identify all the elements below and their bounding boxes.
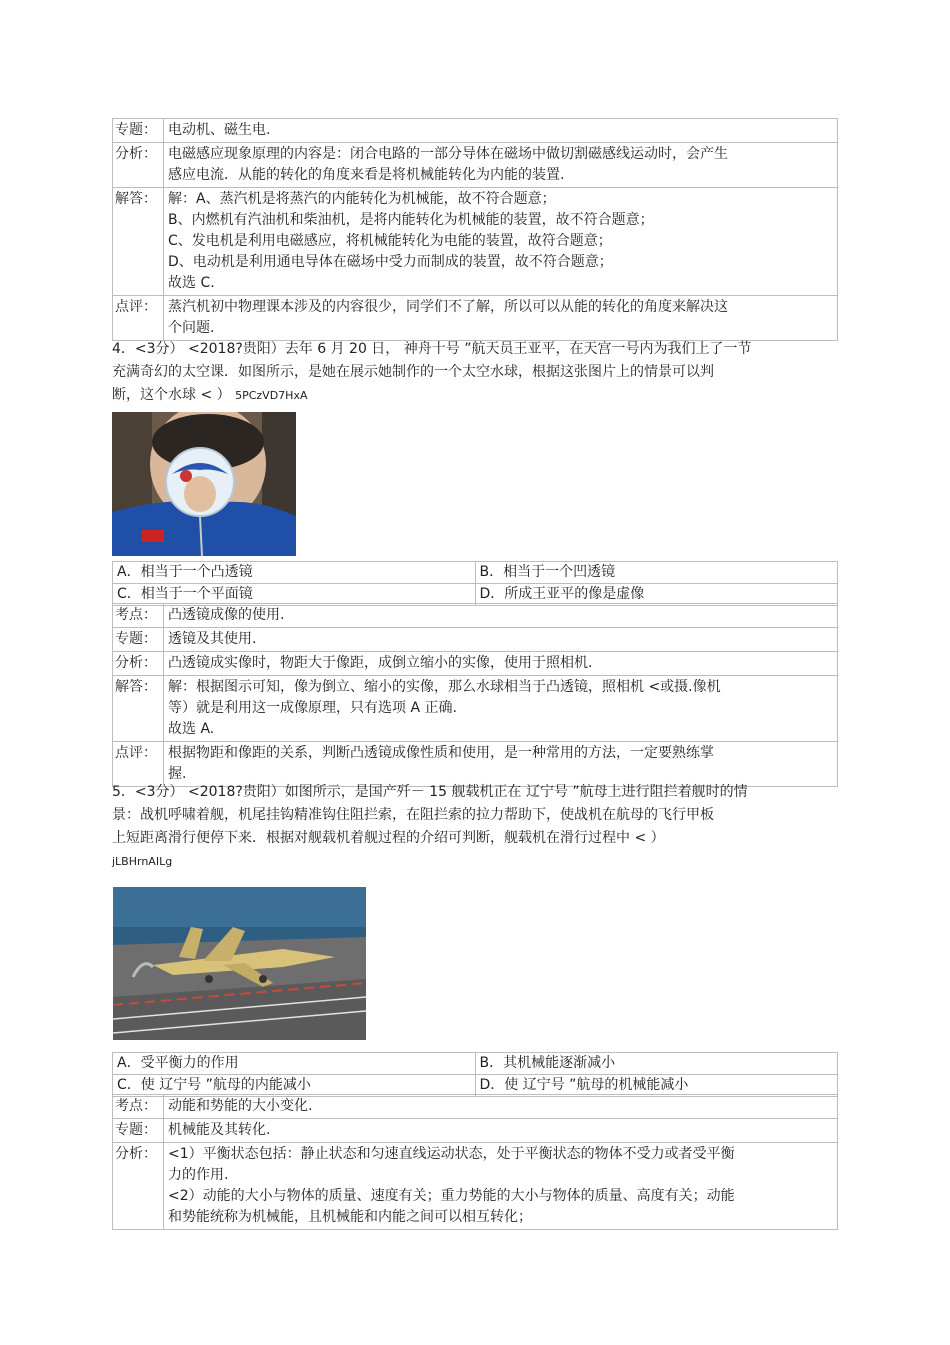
row-text: 电动机、磁生电. — [168, 122, 271, 138]
row-text: 故选 A. — [168, 721, 215, 737]
row-text: <2）动能的大小与物体的质量、速度有关；重力势能的大小与物体的质量、高度有关；动能 — [168, 1188, 735, 1204]
q4-options — [112, 561, 838, 606]
row-label: 解答： — [113, 188, 164, 296]
water-ball-photo — [112, 412, 296, 556]
q3-solution-table — [112, 118, 838, 341]
row-label: 解答： — [113, 676, 164, 742]
row-label: 专题： — [113, 1119, 164, 1143]
option-a[interactable]: A．相当于一个凸透镜 — [113, 562, 476, 584]
table-row — [113, 628, 838, 652]
option-d[interactable]: D．所成王亚平的像是虚像 — [475, 584, 838, 606]
table-row — [113, 296, 838, 341]
row-text: 机械能及其转化. — [168, 1122, 271, 1138]
option-b[interactable]: B．其机械能逐渐减小 — [475, 1053, 838, 1075]
option-c[interactable]: C．使 辽宁号 ”航母的内能减小 — [113, 1075, 476, 1097]
row-label: 考点： — [113, 1095, 164, 1119]
row-text: 凸透镜成像的使用. — [168, 607, 285, 623]
row-label: 点评： — [113, 742, 164, 787]
q5-question-text: 5．<3分） <2018?贵阳）如图所示，是国产歼－ 15 舰载机正在 辽宁号 ”航母上进行阻拦着舰时的情 景：战机呼啸着舰，机尾挂钩精准钩住阻拦索，在阻拦索的拉力帮助下，使战机在航母的飞行甲板 上短距离滑行便停下来．根据对舰载机着舰过程的介绍可判断，舰载机在滑行过程中 < ） jLBHrnAILg — [112, 781, 832, 873]
row-text: 动能和势能的大小变化. — [168, 1098, 313, 1114]
row-label: 专题： — [113, 119, 164, 143]
option-b[interactable]: B．相当于一个凹透镜 — [475, 562, 838, 584]
row-text: 握. — [168, 766, 187, 782]
row-text: D、电动机是利用通电导体在磁场中受力而制成的装置，故不符合题意； — [168, 254, 613, 270]
q5-options — [112, 1052, 838, 1097]
row-text: 故选 C. — [168, 275, 215, 291]
table-row — [113, 143, 838, 188]
table-row — [113, 119, 838, 143]
table-row — [113, 742, 838, 787]
q5-code: jLBHrnAILg — [112, 855, 173, 868]
row-label: 考点： — [113, 604, 164, 628]
q5-solution-table — [112, 1094, 838, 1230]
table-row — [113, 1143, 838, 1230]
table-row — [113, 604, 838, 628]
q4-code: 5PCzVD7HxA — [235, 389, 308, 402]
option-c[interactable]: C．相当于一个平面镜 — [113, 584, 476, 606]
table-row — [113, 652, 838, 676]
row-text: 和势能统称为机械能，且机械能和内能之间可以相互转化； — [168, 1209, 532, 1225]
row-text: 蒸汽机初中物理课本涉及的内容很少，同学们不了解，所以可以从能的转化的角度来解决这 — [168, 299, 728, 315]
row-text: 等）就是利用这一成像原理，只有选项 A 正确. — [168, 700, 457, 716]
option-d[interactable]: D．使 辽宁号 ”航母的机械能减小 — [475, 1075, 838, 1097]
carrier-jet-photo — [113, 887, 366, 1040]
row-text: 解：A、蒸汽机是将蒸汽的内能转化为机械能，故不符合题意； — [168, 191, 556, 207]
row-text: C、发电机是利用电磁感应，将机械能转化为电能的装置，故符合题意； — [168, 233, 612, 249]
row-text: 解：根据图示可知，像为倒立、缩小的实像，那么水球相当于凸透镜，照相机 <或摄.像机 — [168, 679, 721, 695]
row-label: 分析： — [113, 652, 164, 676]
row-text: B、内燃机有汽油机和柴油机，是将内能转化为机械能的装置，故不符合题意； — [168, 212, 654, 228]
row-label: 专题： — [113, 628, 164, 652]
row-label: 分析： — [113, 143, 164, 188]
row-text: 力的作用. — [168, 1167, 229, 1183]
q4-solution-table — [112, 603, 838, 787]
row-text: 感应电流．从能的转化的角度来看是将机械能转化为内能的装置. — [168, 167, 565, 183]
row-text: 电磁感应现象原理的内容是：闭合电路的一部分导体在磁场中做切割磁感线运动时，会产生 — [168, 146, 728, 162]
table-row — [113, 1119, 838, 1143]
row-text: 根据物距和像距的关系，判断凸透镜成像性质和使用，是一种常用的方法，一定要熟练掌 — [168, 745, 714, 761]
table-row — [113, 676, 838, 742]
option-a[interactable]: A．受平衡力的作用 — [113, 1053, 476, 1075]
row-text: 透镜及其使用. — [168, 631, 257, 647]
row-label: 分析： — [113, 1143, 164, 1230]
row-text: 凸透镜成实像时，物距大于像距，成倒立缩小的实像，使用于照相机. — [168, 655, 593, 671]
row-text: 个问题. — [168, 320, 215, 336]
row-label: 点评： — [113, 296, 164, 341]
table-row — [113, 1095, 838, 1119]
row-text: <1）平衡状态包括：静止状态和匀速直线运动状态，处于平衡状态的物体不受力或者受平衡 — [168, 1146, 735, 1162]
table-row — [113, 188, 838, 296]
q4-question-text: 4．<3分） <2018?贵阳）去年 6 月 20 日， 神舟十号 ”航天员王亚平，在天宫一号内为我们上了一节 充满奇幻的太空课．如图所示，是她在展示她制作的一个太空水球，根据这张图片上的情景可以判 断，这个水球 < ） 5PCzVD7HxA — [112, 341, 752, 403]
